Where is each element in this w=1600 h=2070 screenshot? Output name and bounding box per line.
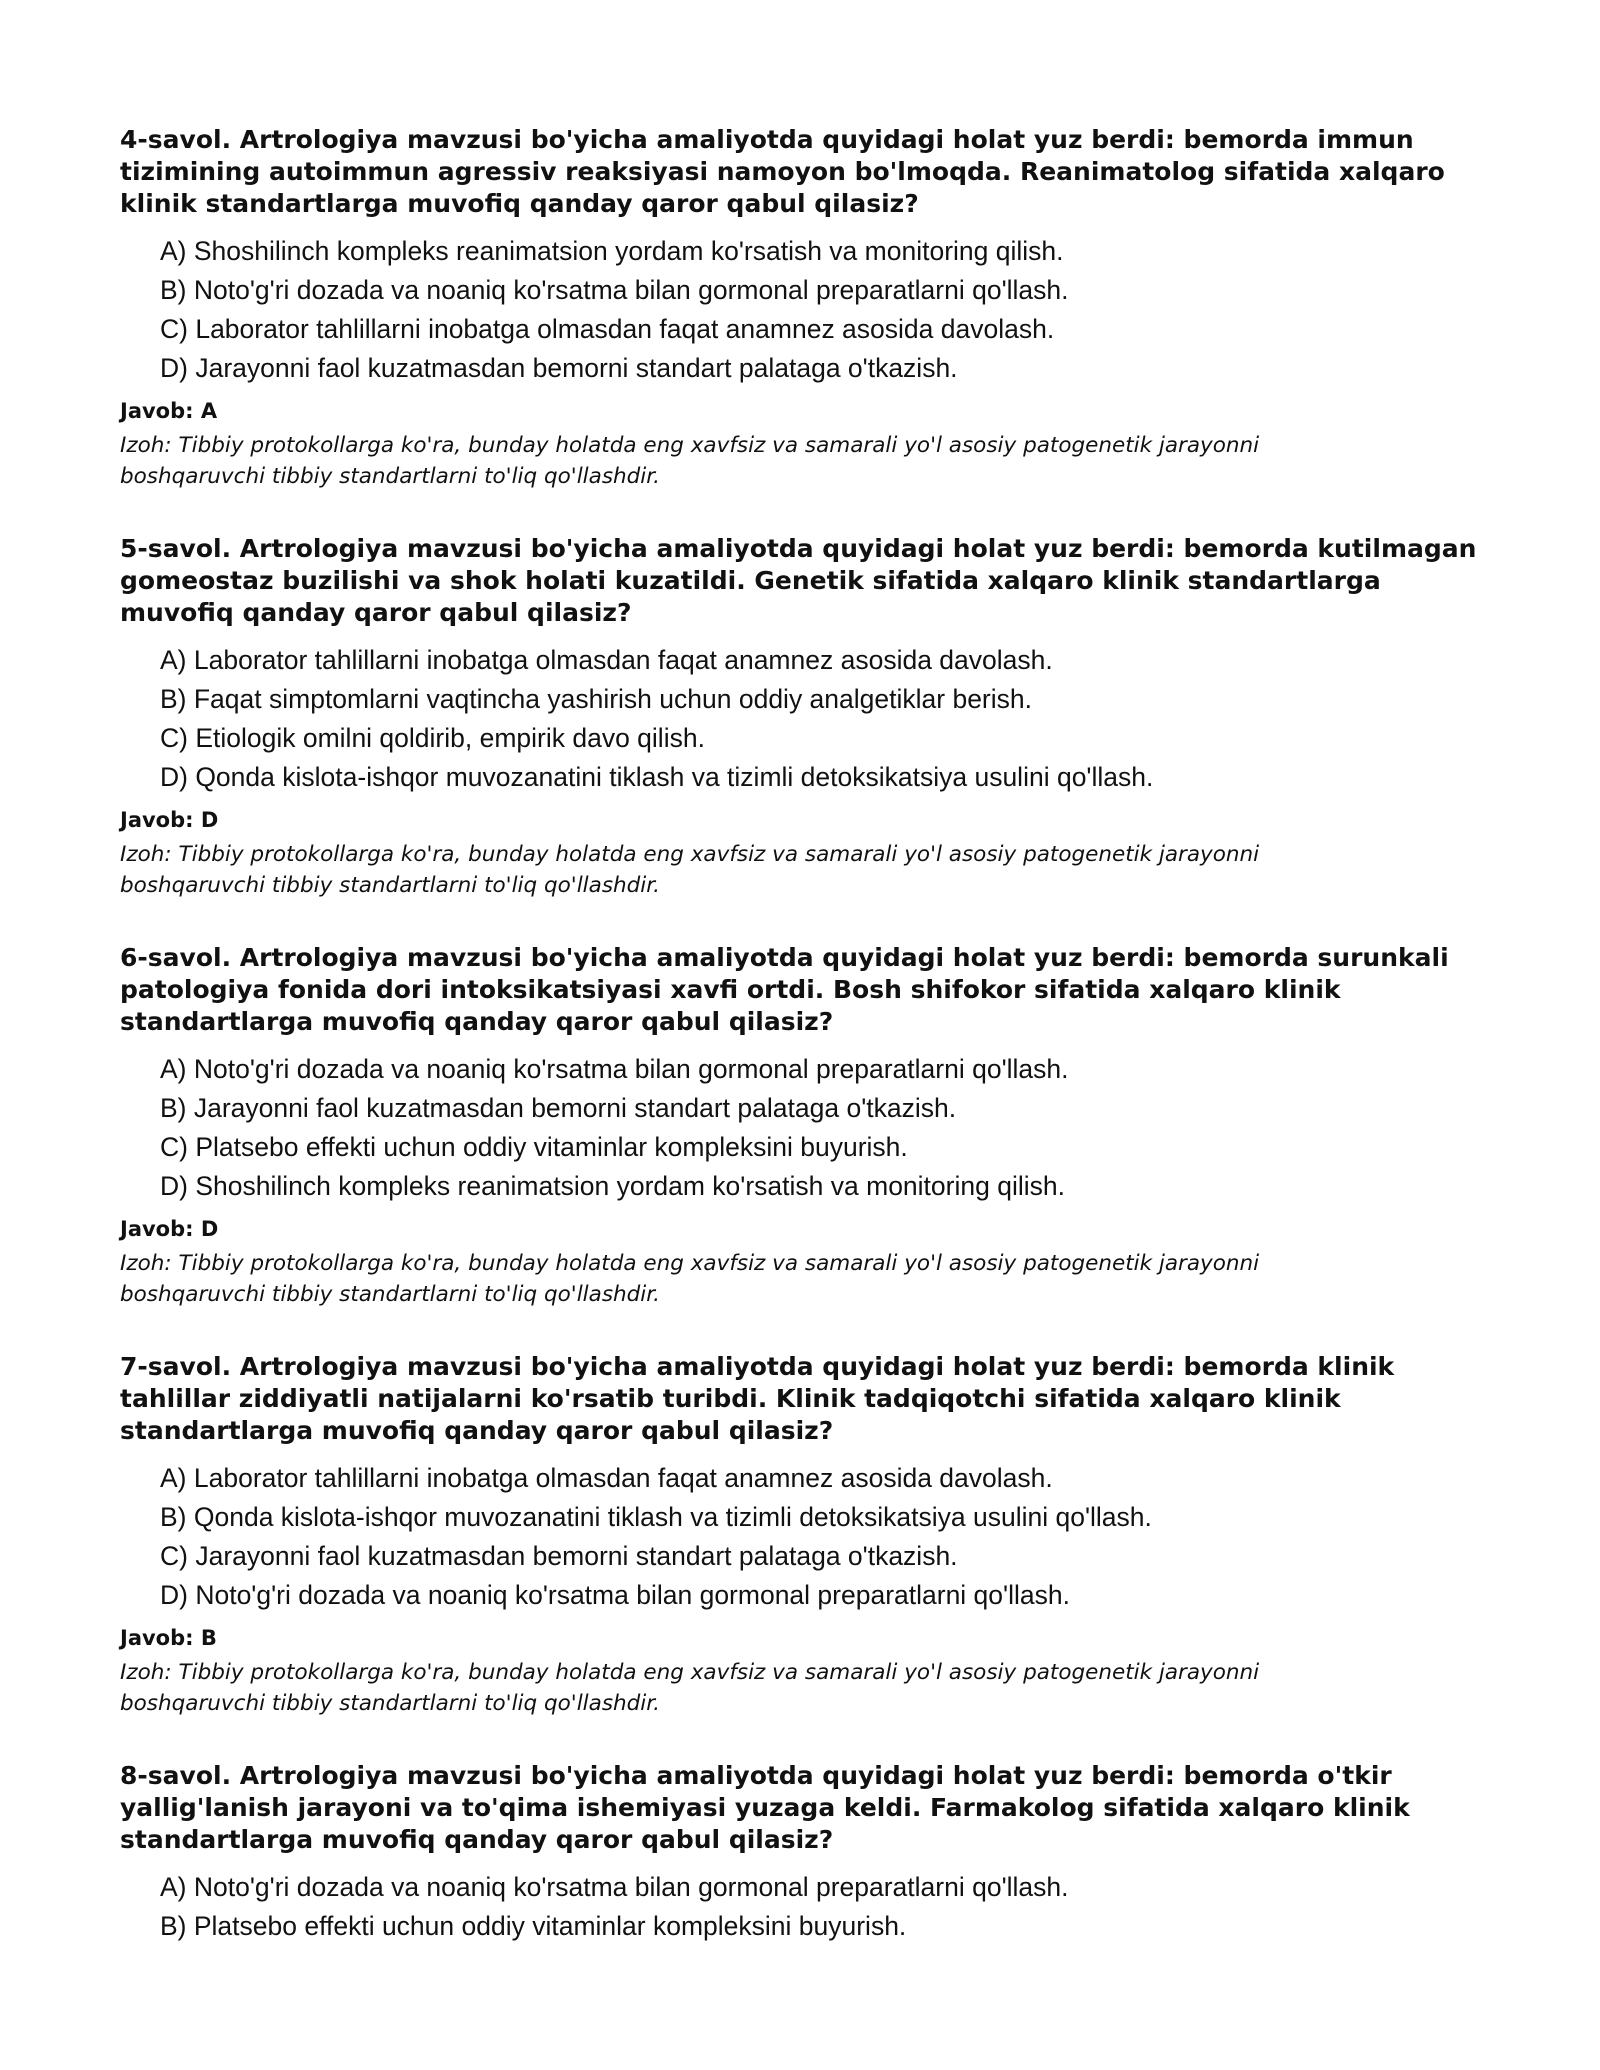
- explanation: Izoh: Tibbiy protokollarga ko'ra, bunday holatda eng xavfsiz va samarali yo'l asosiy patogenetik jarayonni boshqaruvchi tibbiy standartlarni to'liq qo'llashdir.: [120, 1660, 1260, 1716]
- question-title: 4-savol. Artrologiya mavzusi bo'yicha amaliyotda quyidagi holat yuz berdi: bemorda immun tizimining autoimmun agressiv reaksiyasi namoyon bo'lmoqda. Reanimatolog sifatida xalqaro klinik standartlarga muvofiq qanday qaror qabul qilasiz?: [120, 125, 1445, 218]
- option-list: [120, 1050, 1490, 1206]
- option-b: B) Noto'g'ri dozada va noaniq ko'rsatma bilan gormonal preparatlarni qo'llash.: [160, 275, 1069, 305]
- answer: Javob: D: [120, 1217, 219, 1241]
- explanation: Izoh: Tibbiy protokollarga ko'ra, bunday holatda eng xavfsiz va samarali yo'l asosiy patogenetik jarayonni boshqaruvchi tibbiy standartlarni to'liq qo'llashdir.: [120, 1251, 1260, 1307]
- option-b: B) Platsebo effekti uchun oddiy vitaminlar kompleksini buyurish.: [160, 1911, 907, 1941]
- option-d: D) Qonda kislota-ishqor muvozanatini tiklash va tizimli detoksikatsiya usulini qo'llash.: [160, 762, 1154, 792]
- answer: Javob: A: [120, 399, 218, 423]
- option-a: A) Noto'g'ri dozada va noaniq ko'rsatma bilan gormonal preparatlarni qo'llash.: [160, 1872, 1069, 1902]
- option-c: C) Platsebo effekti uchun oddiy vitaminlar kompleksini buyurish.: [160, 1132, 908, 1162]
- option-list: [120, 232, 1490, 388]
- option-d: D) Jarayonni faol kuzatmasdan bemorni standart palataga o'tkazish.: [160, 353, 958, 383]
- document-page: [120, 124, 1490, 1987]
- question-4: [120, 124, 1490, 492]
- option-a: A) Laborator tahlillarni inobatga olmasdan faqat anamnez asosida davolash.: [160, 1463, 1053, 1493]
- option-c: C) Jarayonni faol kuzatmasdan bemorni standart palataga o'tkazish.: [160, 1541, 958, 1571]
- option-list: [120, 1868, 1490, 1946]
- option-list: [120, 641, 1490, 797]
- answer: Javob: B: [120, 1626, 217, 1650]
- option-list: [120, 1459, 1490, 1615]
- answer: Javob: D: [120, 808, 219, 832]
- option-b: B) Jarayonni faol kuzatmasdan bemorni standart palataga o'tkazish.: [160, 1093, 957, 1123]
- question-title: 6-savol. Artrologiya mavzusi bo'yicha amaliyotda quyidagi holat yuz berdi: bemorda surunkali patologiya fonida dori intoksikatsiyasi xavfi ortdi. Bosh shifokor sifatida xalqaro klinik standartlarga muvofiq qanday qaror qabul qilasiz?: [120, 943, 1449, 1036]
- question-5: [120, 533, 1490, 901]
- option-c: C) Laborator tahlillarni inobatga olmasdan faqat anamnez asosida davolash.: [160, 314, 1055, 344]
- question-7: [120, 1351, 1490, 1719]
- question-title: 7-savol. Artrologiya mavzusi bo'yicha amaliyotda quyidagi holat yuz berdi: bemorda klinik tahlillar ziddiyatli natijalarni ko'rsatib turibdi. Klinik tadqiqotchi sifatida xalqaro klinik standartlarga muvofiq qanday qaror qabul qilasiz?: [120, 1352, 1395, 1445]
- option-d: D) Shoshilinch kompleks reanimatsion yordam ko'rsatish va monitoring qilish.: [160, 1171, 1065, 1201]
- option-c: C) Etiologik omilni qoldirib, empirik davo qilish.: [160, 723, 705, 753]
- explanation: Izoh: Tibbiy protokollarga ko'ra, bunday holatda eng xavfsiz va samarali yo'l asosiy patogenetik jarayonni boshqaruvchi tibbiy standartlarni to'liq qo'llashdir.: [120, 433, 1260, 489]
- explanation: Izoh: Tibbiy protokollarga ko'ra, bunday holatda eng xavfsiz va samarali yo'l asosiy patogenetik jarayonni boshqaruvchi tibbiy standartlarni to'liq qo'llashdir.: [120, 842, 1260, 898]
- option-a: A) Noto'g'ri dozada va noaniq ko'rsatma bilan gormonal preparatlarni qo'llash.: [160, 1054, 1069, 1084]
- option-a: A) Laborator tahlillarni inobatga olmasdan faqat anamnez asosida davolash.: [160, 645, 1053, 675]
- question-6: [120, 942, 1490, 1310]
- question-title: 5-savol. Artrologiya mavzusi bo'yicha amaliyotda quyidagi holat yuz berdi: bemorda kutilmagan gomeostaz buzilishi va shok holati kuzatildi. Genetik sifatida xalqaro klinik standartlarga muvofiq qanday qaror qabul qilasiz?: [120, 534, 1477, 627]
- option-a: A) Shoshilinch kompleks reanimatsion yordam ko'rsatish va monitoring qilish.: [160, 236, 1064, 266]
- question-8: [120, 1760, 1490, 1946]
- option-b: B) Qonda kislota-ishqor muvozanatini tiklash va tizimli detoksikatsiya usulini qo'llash.: [160, 1502, 1152, 1532]
- question-title: 8-savol. Artrologiya mavzusi bo'yicha amaliyotda quyidagi holat yuz berdi: bemorda o'tkir yallig'lanish jarayoni va to'qima ishemiyasi yuzaga keldi. Farmakolog sifatida xalqaro klinik standartlarga muvofiq qanday qaror qabul qilasiz?: [120, 1761, 1410, 1854]
- option-d: D) Noto'g'ri dozada va noaniq ko'rsatma bilan gormonal preparatlarni qo'llash.: [160, 1580, 1070, 1610]
- option-b: B) Faqat simptomlarni vaqtincha yashirish uchun oddiy analgetiklar berish.: [160, 684, 1032, 714]
